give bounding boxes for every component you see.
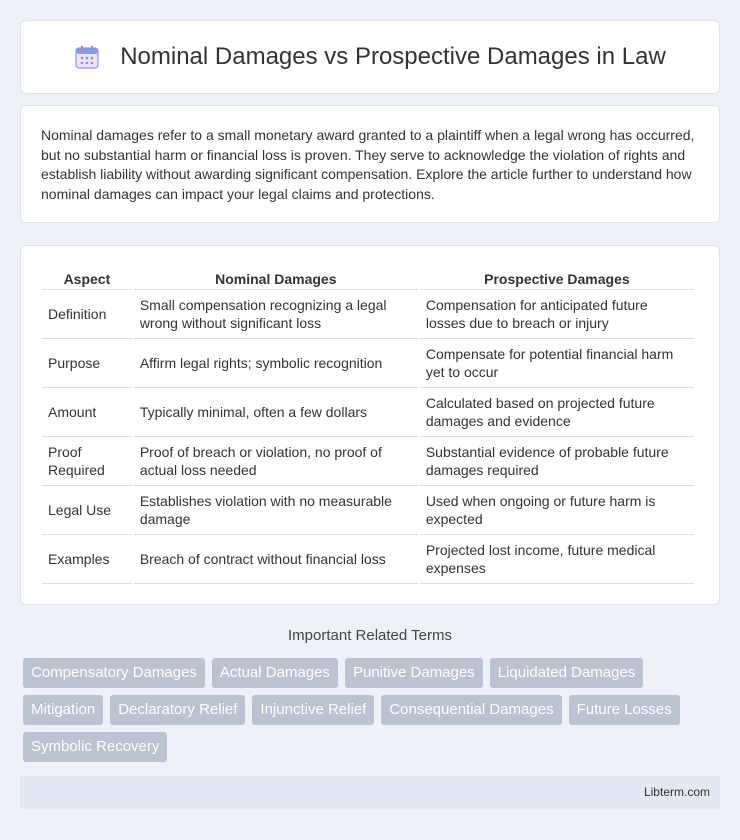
- table-row: [42, 388, 694, 437]
- prospective-cell: Compensation for anticipated future losses due to breach or injury: [420, 290, 694, 339]
- table-header-row: [42, 264, 694, 290]
- aspect-cell: Definition: [42, 290, 132, 339]
- column-header-aspect: Aspect: [42, 264, 132, 290]
- nominal-cell: Breach of contract without financial loss: [134, 535, 418, 584]
- related-term-tag[interactable]: Injunctive Relief: [252, 695, 374, 725]
- footer-site-link[interactable]: Libterm.com: [643, 785, 710, 799]
- table-row: [42, 486, 694, 535]
- nominal-cell: Typically minimal, often a few dollars: [134, 388, 418, 437]
- table-row: [42, 535, 694, 584]
- comparison-table: [40, 264, 696, 584]
- column-header-nominal: Nominal Damages: [134, 264, 418, 290]
- table-row: [42, 290, 694, 339]
- related-term-tag[interactable]: Future Losses: [569, 695, 680, 725]
- related-term-tag[interactable]: Consequential Damages: [381, 695, 561, 725]
- prospective-cell: Compensate for potential financial harm yet to occur: [420, 339, 694, 388]
- comparison-table-card: [20, 245, 720, 605]
- aspect-cell: Purpose: [42, 339, 132, 388]
- related-term-tag[interactable]: Declaratory Relief: [110, 695, 245, 725]
- related-term-tag[interactable]: Compensatory Damages: [23, 658, 205, 688]
- related-term-tag[interactable]: Punitive Damages: [345, 658, 483, 688]
- intro-card: [20, 105, 720, 223]
- related-term-tag[interactable]: Liquidated Damages: [490, 658, 644, 688]
- nominal-cell: Affirm legal rights; symbolic recognition: [134, 339, 418, 388]
- prospective-cell: Calculated based on projected future damages and evidence: [420, 388, 694, 437]
- related-terms-list: [23, 658, 723, 769]
- intro-text: Nominal damages refer to a small monetary award granted to a plaintiff when a legal wrong has occurred, but no substantial harm or financial loss is proven. They serve to acknowledge the violation of rights and establish liability without awarding significant compensation. Explore the article further to understand how nominal damages can impact your legal claims and protections.: [41, 127, 695, 202]
- related-term-tag[interactable]: Symbolic Recovery: [23, 732, 167, 762]
- prospective-cell: Projected lost income, future medical expenses: [420, 535, 694, 584]
- footer: [20, 776, 720, 809]
- table-row: [42, 339, 694, 388]
- related-term-tag[interactable]: Mitigation: [23, 695, 103, 725]
- aspect-cell: Examples: [42, 535, 132, 584]
- column-header-prospective: Prospective Damages: [420, 264, 694, 290]
- aspect-cell: Legal Use: [42, 486, 132, 535]
- page-title: Nominal Damages vs Prospective Damages in Law: [120, 43, 666, 70]
- table-row: [42, 437, 694, 486]
- header-card: [20, 20, 720, 94]
- related-terms-title: Important Related Terms: [288, 627, 452, 644]
- nominal-cell: Small compensation recognizing a legal wrong without significant loss: [134, 290, 418, 339]
- nominal-cell: Proof of breach or violation, no proof of actual loss needed: [134, 437, 418, 486]
- calendar-icon: [74, 44, 100, 70]
- aspect-cell: Proof Required: [42, 437, 132, 486]
- aspect-cell: Amount: [42, 388, 132, 437]
- prospective-cell: Substantial evidence of probable future damages required: [420, 437, 694, 486]
- related-term-tag[interactable]: Actual Damages: [212, 658, 338, 688]
- prospective-cell: Used when ongoing or future harm is expected: [420, 486, 694, 535]
- nominal-cell: Establishes violation with no measurable damage: [134, 486, 418, 535]
